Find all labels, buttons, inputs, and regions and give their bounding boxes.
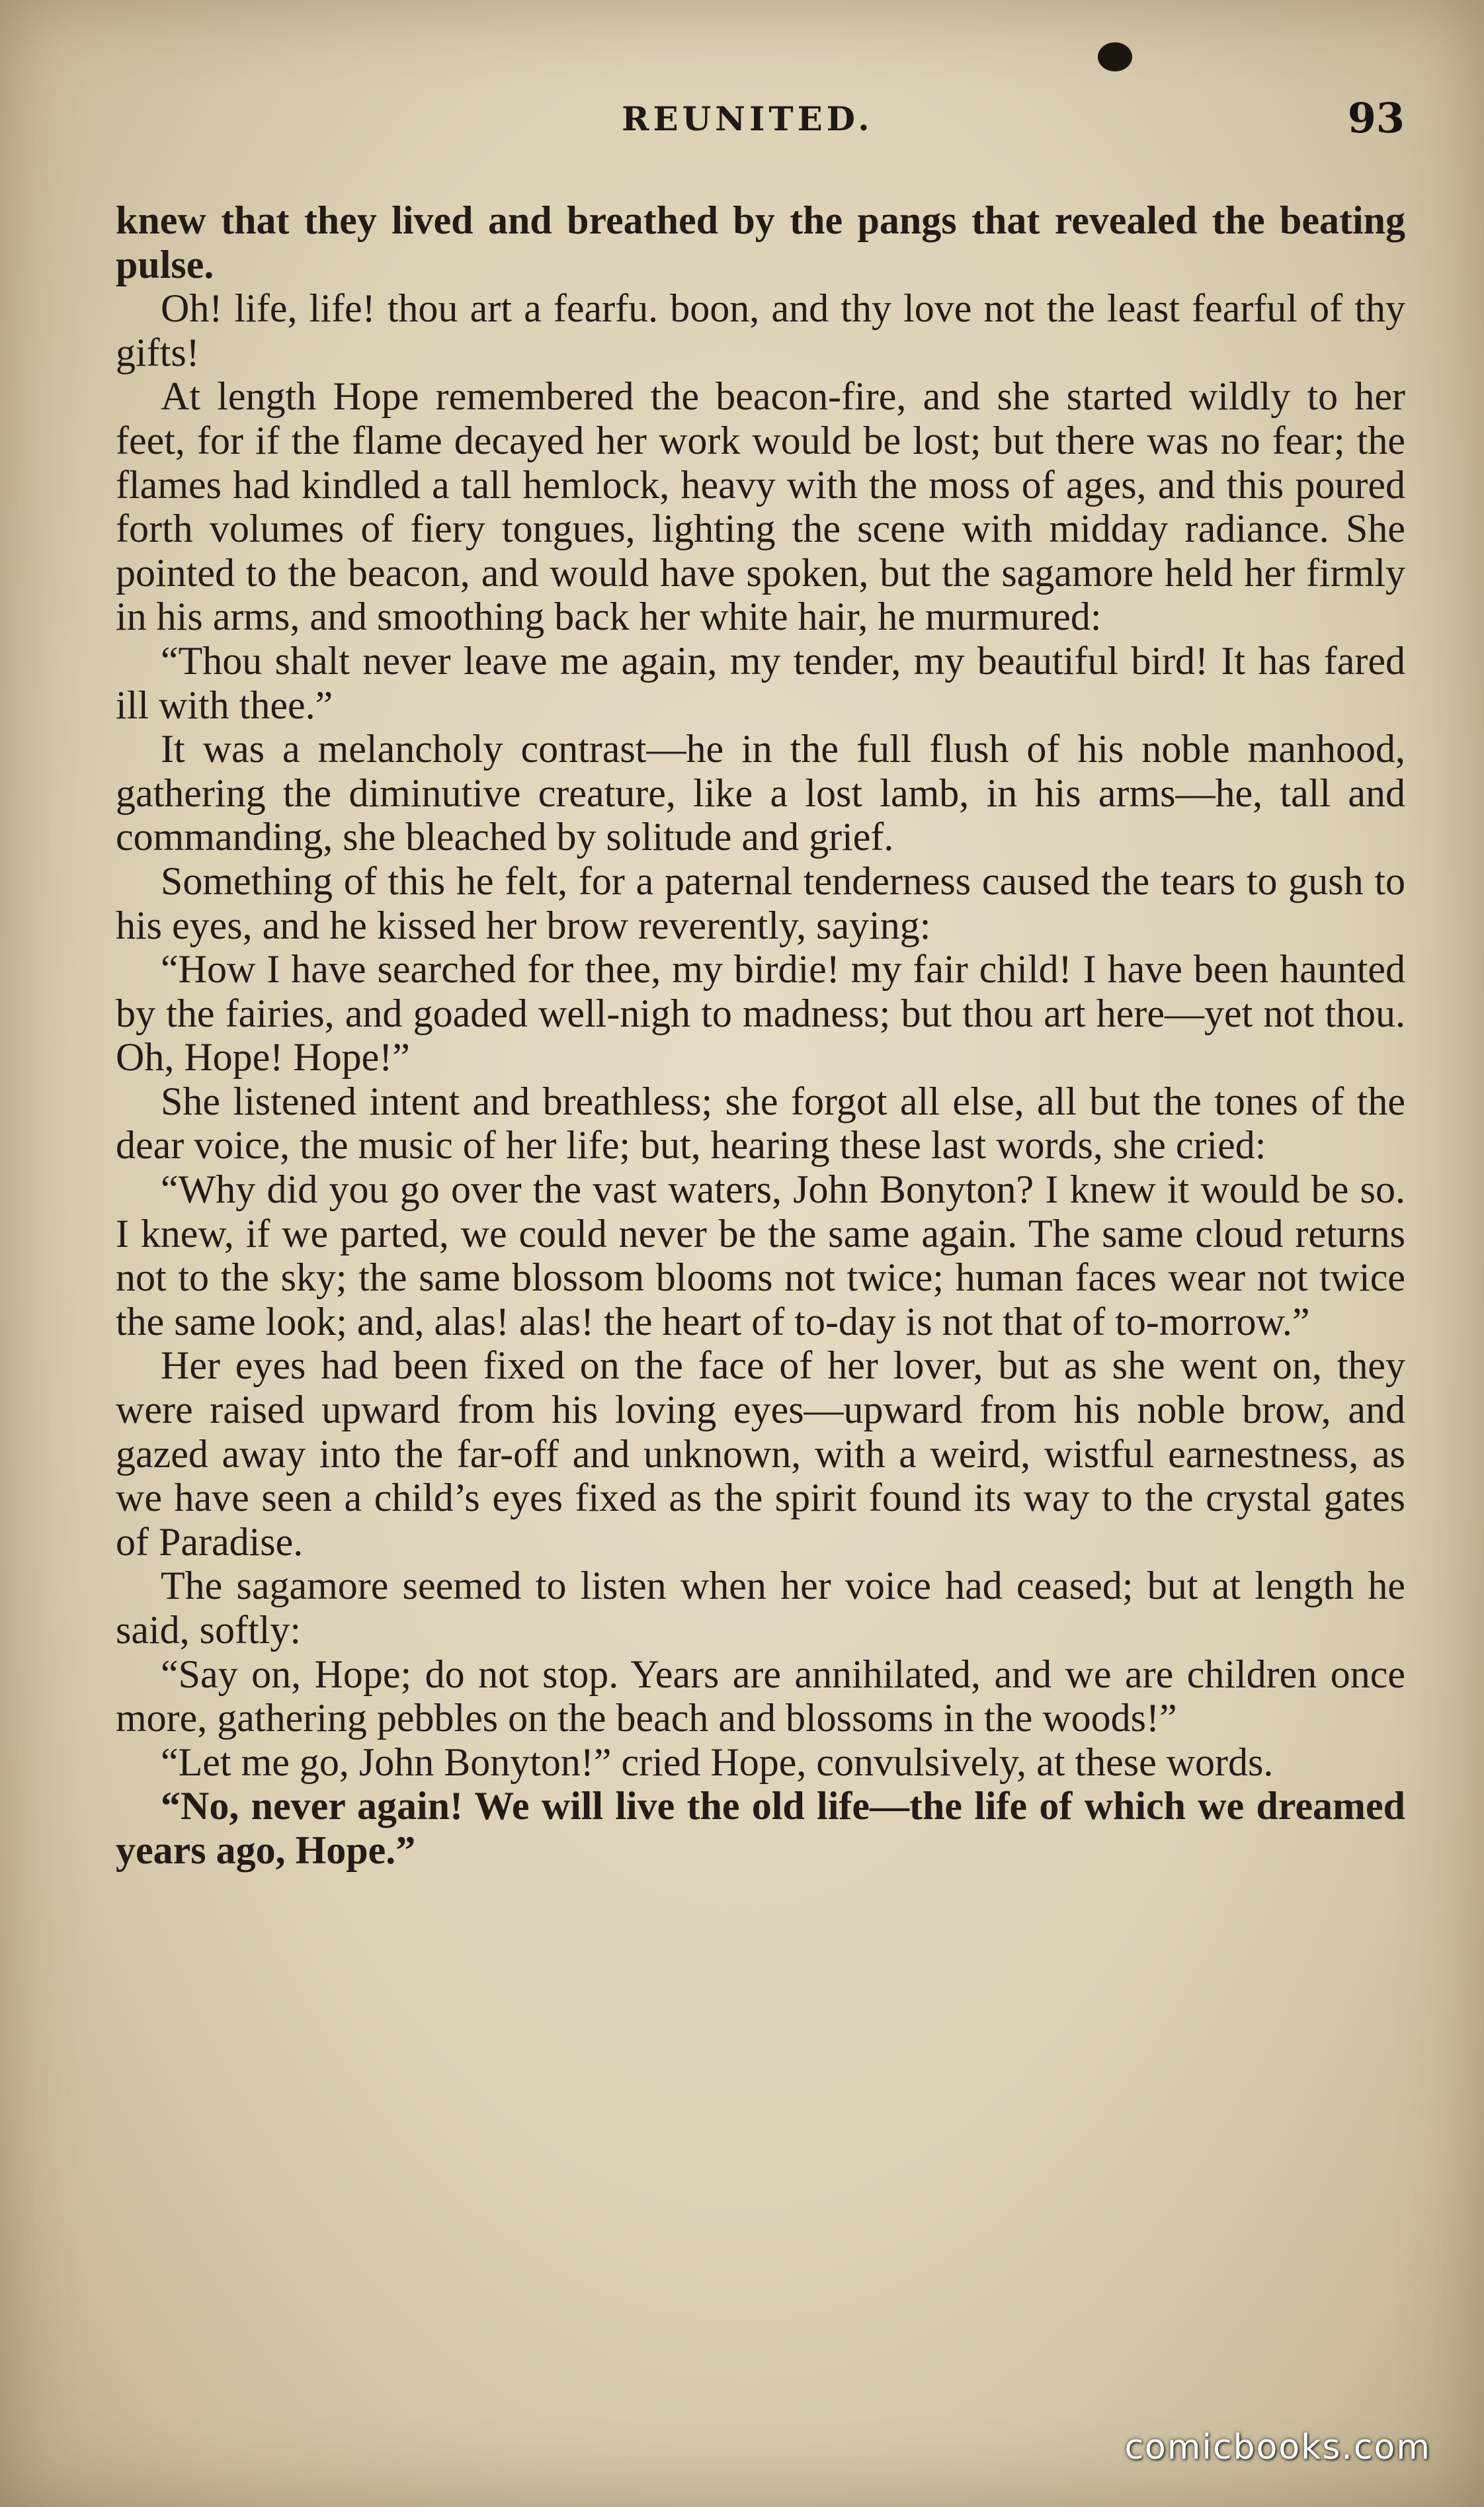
paragraph: “No, never again! We will live the old life—the life of which we dreamed years ago, Hope.” [116, 1784, 1405, 1872]
running-head [0, 94, 1484, 152]
paragraph: The sagamore seemed to listen when her voice had ceased; but at length he said, softly: [116, 1564, 1405, 1652]
running-title: REUNITED. [622, 99, 874, 138]
paragraph: Oh! life, life! thou art a fearfu. boon, and thy love not the least fearful of thy gifts! [116, 286, 1405, 374]
paragraph: Something of this he felt, for a paternal tenderness caused the tears to gush to his eyes, and he kissed her brow reverently, saying: [116, 859, 1405, 947]
paragraph: knew that they lived and breathed by the pangs that revealed the beating pulse. [116, 198, 1405, 286]
watermark: comicbooks.com [1124, 2428, 1431, 2467]
paragraph: “Let me go, John Bonyton!” cried Hope, convulsively, at these words. [161, 1740, 1274, 1784]
paragraph: At length Hope remembered the beacon-fire, and she started wildly to her feet, for if the flame decayed her work would be lost; but there was no fear; the flames had kindled a tall hemlock, heavy with the moss of ages, and this poured forth volumes of fiery tongues, lighting the scene with midday radiance. She pointed to the beacon, and would have spoken, but the sagamore held her firmly in his arms, and smoothing back her white hair, he murmured: [116, 374, 1405, 639]
paragraph: It was a melancholy contrast—he in the full flush of his noble manhood, gathering the diminutive creature, like a lost lamb, in his arms—he, tall and commanding, she bleached by solitude and grief. [116, 727, 1405, 859]
ink-blot [1098, 42, 1132, 71]
paragraph: “Thou shalt never leave me again, my tender, my beautiful bird! It has fared ill with thee.” [116, 638, 1405, 727]
body-text [116, 198, 1405, 1873]
paragraph: “Why did you go over the vast waters, John Bonyton? I knew it would be so. I knew, if we parted, we could never be the same again. The same cloud returns not to the sky; the same blossom blooms not twice; human faces wear not twice the same look; and, alas! alas! the heart of to-day is not that of to-morrow.” [116, 1168, 1405, 1343]
page-number: 93 [1347, 94, 1405, 142]
paragraph: “Say on, Hope; do not stop. Years are annihilated, and we are children once more, gathering pebbles on the beach and blossoms in the woods!” [116, 1652, 1405, 1740]
paragraph: She listened intent and breathless; she forgot all else, all but the tones of the dear voice, the music of her life; but, hearing these last words, she cried: [116, 1079, 1405, 1168]
paragraph: “How I have searched for thee, my birdie! my fair child! I have been haunted by the fairies, and goaded well-nigh to madness; but thou art here—yet not thou. Oh, Hope! Hope!” [116, 947, 1405, 1080]
paragraph: Her eyes had been fixed on the face of her lover, but as she went on, they were raised upward from his loving eyes—upward from his noble brow, and gazed away into the far-off and unknown, with a weird, wistful earnestness, as we have seen a child’s eyes fixed as the spirit found its way to the crystal gates of Paradise. [116, 1343, 1405, 1564]
